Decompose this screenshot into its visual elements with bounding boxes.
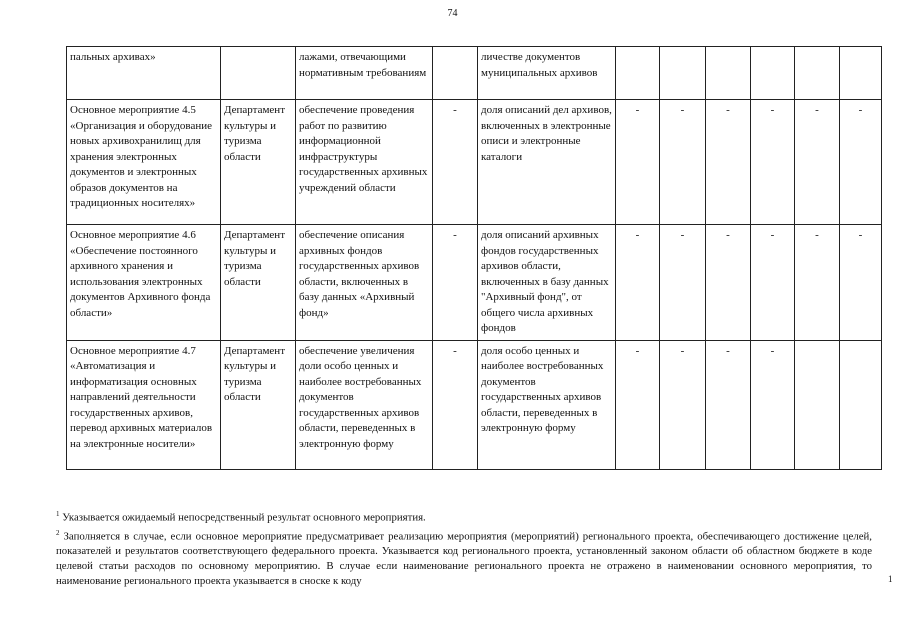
value-cell: - (706, 340, 751, 469)
value-cell: - (660, 225, 706, 341)
code-cell (433, 47, 478, 100)
code-cell: - (433, 100, 478, 225)
indicator-cell: доля описаний архивных фондов государственных архивов области, включенных в базу данных "Архивный фонд", от общего числа архивных фондов (478, 225, 616, 341)
edge-mark: 1 (888, 574, 893, 584)
result-cell: лажами, отвечающими нормативным требованиям (296, 47, 433, 100)
value-cell (751, 47, 795, 100)
value-cell: - (751, 340, 795, 469)
footnote-1-text: Указывается ожидаемый непосредственный результат основного мероприятия. (62, 511, 426, 524)
executor-cell: Департамент культуры и туризма области (221, 340, 296, 469)
result-cell: обеспечение проведения работ по развитию информационной инфраструктуры государственных архивных учреждений области (296, 100, 433, 225)
footnote-1-mark: 1 (56, 510, 60, 518)
value-cell: - (840, 100, 882, 225)
code-cell: - (433, 225, 478, 341)
measure-cell: Основное мероприятие 4.5 «Организация и оборудование новых архивохранилищ для хранения электронных документов и электронных образов документов на традиционных носителях» (67, 100, 221, 225)
value-cell: - (751, 225, 795, 341)
value-cell (840, 47, 882, 100)
result-cell: обеспечение описания архивных фондов государственных архивов области, включенных в базу данных «Архивный фонд» (296, 225, 433, 341)
measure-cell: Основное мероприятие 4.7 «Автоматизация и информатизация основных направлений деятельности государственных архивов, перевод архивных материалов на электронные носители» (67, 340, 221, 469)
page-number: 74 (447, 8, 458, 19)
executor-cell (221, 47, 296, 100)
value-cell: - (840, 225, 882, 341)
value-cell: - (706, 225, 751, 341)
footnote-2-text: Заполняется в случае, если основное мероприятие предусматривает реализацию мероприятия (мероприятий) регионального проекта, обеспечивающего достижение целей, показателей и результатов соответствующего федерального проекта. Указывается код регионального проекта, установленный законом области об областном бюджете в коде целевой статьи расходов по основному мероприятию. В случае если наименование регионального проекта не отражено в наименовании основного мероприятия, то наименование регионального проекта указывается в сноске к коду (56, 530, 872, 588)
value-cell: - (795, 225, 840, 341)
value-cell (616, 47, 660, 100)
measure-cell: пальных архивах» (67, 47, 221, 100)
value-cell: - (660, 100, 706, 225)
executor-cell: Департамент культуры и туризма области (221, 225, 296, 341)
footnote-2 (56, 526, 872, 590)
table-row (67, 340, 882, 469)
table-row (67, 100, 882, 225)
table-row (67, 47, 882, 100)
value-cell: - (795, 100, 840, 225)
value-cell: - (660, 340, 706, 469)
value-cell: - (616, 100, 660, 225)
footnote-2-mark: 2 (56, 528, 60, 537)
value-cell: - (706, 100, 751, 225)
value-cell: - (616, 225, 660, 341)
value-cell (795, 340, 840, 469)
table-row (67, 225, 882, 341)
value-cell (660, 47, 706, 100)
value-cell (840, 340, 882, 469)
footnotes (56, 507, 872, 589)
executor-cell: Департамент культуры и туризма области (221, 100, 296, 225)
indicator-cell: доля описаний дел архивов, включенных в электронные описи и электронные каталоги (478, 100, 616, 225)
value-cell (706, 47, 751, 100)
value-cell: - (616, 340, 660, 469)
value-cell: - (751, 100, 795, 225)
value-cell (795, 47, 840, 100)
indicator-cell: доля особо ценных и наиболее востребованных документов государственных архивов области, переведенных в электронную форму (478, 340, 616, 469)
footnote-1 (56, 507, 872, 526)
result-cell: обеспечение увеличения доли особо ценных и наиболее востребованных документов государственных архивов области, переведенных в электронную форму (296, 340, 433, 469)
measures-table (66, 46, 882, 470)
indicator-cell: личестве документов муниципальных архивов (478, 47, 616, 100)
measure-cell: Основное мероприятие 4.6 «Обеспечение постоянного архивного хранения и использования электронных документов Архивного фонда области» (67, 225, 221, 341)
code-cell: - (433, 340, 478, 469)
